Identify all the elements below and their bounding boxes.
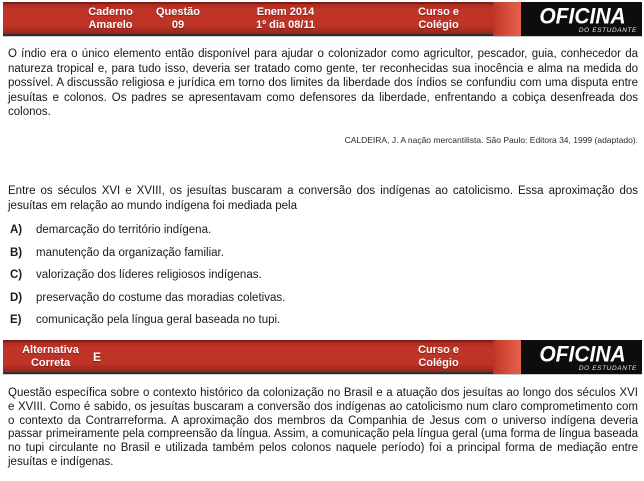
option-d bbox=[10, 292, 630, 306]
option-c-letter: C) bbox=[10, 269, 23, 281]
oficina-logo-text: OFICINA bbox=[539, 342, 626, 367]
option-b-letter: B) bbox=[10, 246, 23, 259]
caderno-label: Caderno bbox=[88, 6, 133, 18]
option-b bbox=[10, 247, 630, 261]
exam-date: 1º dia 08/11 bbox=[255, 19, 316, 31]
oficina-logo-subtext: DO ESTUDANTE bbox=[578, 365, 637, 372]
header-questao bbox=[133, 4, 223, 34]
source-citation: CALDEIRA, J. A nação mercantilista. São Paulo: Editora 34, 1999 (adaptado). bbox=[344, 135, 638, 145]
caderno-value: Amarelo bbox=[88, 19, 133, 31]
option-a-letter: A) bbox=[10, 224, 23, 236]
oficina-logo bbox=[521, 340, 642, 374]
correct-alternative-letter: E bbox=[92, 349, 101, 364]
alternativa-line2: Correta bbox=[30, 357, 71, 369]
exam-name: Enem 2014 bbox=[256, 6, 315, 18]
option-c bbox=[10, 269, 630, 283]
oficina-logo-text: OFICINA bbox=[539, 4, 626, 29]
answer-explanation: Questão específica sobre o contexto histórico da colonização no Brasil e a atuação dos jesuítas ao longo dos séculos XVI e XVIII. Como é sabido, os jesuítas buscaram a conversão dos indígenas ao catolicismo num claro comprometimento com o contexto da Contrarreforma. A aproximação dos membros da Companhia de Jesus com o universo indígena deveria passar primeiramente pela compreensão da língua. Assim, a comunicação pela língua geral (uma forma de língua baseada no tupi circulante no Brasil e utilizada também pelos colonos naquele período) foi a principal forma de mediação entre jesuítas e indígenas. bbox=[8, 387, 638, 468]
option-d-letter: D) bbox=[10, 291, 23, 304]
question-statement: Entre os séculos XVI e XVIII, os jesuítas buscaram a conversão dos indígenas ao catolicismo. Essa aproximação dos jesuítas em relação ao mundo indígena foi mediada pela bbox=[8, 185, 638, 212]
option-b-text: manutenção da organização familiar. bbox=[36, 246, 224, 259]
answer-curso bbox=[386, 342, 491, 372]
option-e-text: comunicação pela língua geral baseada no tupi. bbox=[36, 314, 281, 326]
options-list bbox=[10, 224, 630, 337]
logo-gradient-strip bbox=[493, 340, 521, 374]
option-e bbox=[10, 314, 630, 328]
answer-header-bar bbox=[3, 340, 642, 374]
answer-curso-line1: Curso e bbox=[418, 344, 459, 356]
curso-line1: Curso e bbox=[418, 6, 459, 18]
header-exam bbox=[218, 4, 353, 34]
header-curso bbox=[386, 4, 491, 34]
question-source-text: O índio era o único elemento então disponível para ajudar o colonizador como agricultor, pescador, guia, conhecedor da natureza tropical e, para tudo isso, deveria ser tratado como gente, ter reconhecidas sua inocência e alma na medida do possível. A discussão religiosa e jurídica em torno dos limites da liberdade dos índios se confundiu com uma disputa entre jesuítas e colonos. Os padres se apresentavam como defensores da liberdade, enfrentando a cobiça desenfreada dos colonos. bbox=[8, 48, 638, 118]
questao-number: 09 bbox=[171, 19, 185, 31]
curso-line2: Colégio bbox=[418, 19, 459, 31]
option-a bbox=[10, 224, 630, 238]
oficina-logo bbox=[521, 2, 642, 36]
option-a-text: demarcação do território indígena. bbox=[36, 224, 212, 236]
option-c-text: valorização dos líderes religiosos indígenas. bbox=[36, 269, 262, 281]
questao-label: Questão bbox=[155, 6, 200, 18]
correct-alternative-label bbox=[8, 342, 93, 372]
answer-curso-line2: Colégio bbox=[418, 357, 459, 369]
question-header-bar bbox=[3, 2, 642, 36]
alternativa-line1: Alternativa bbox=[22, 344, 79, 356]
oficina-logo-subtext: DO ESTUDANTE bbox=[578, 27, 637, 34]
option-d-text: preservação do costume das moradias coletivas. bbox=[36, 291, 286, 304]
option-e-letter: E) bbox=[10, 314, 22, 326]
logo-gradient-strip bbox=[493, 2, 521, 36]
